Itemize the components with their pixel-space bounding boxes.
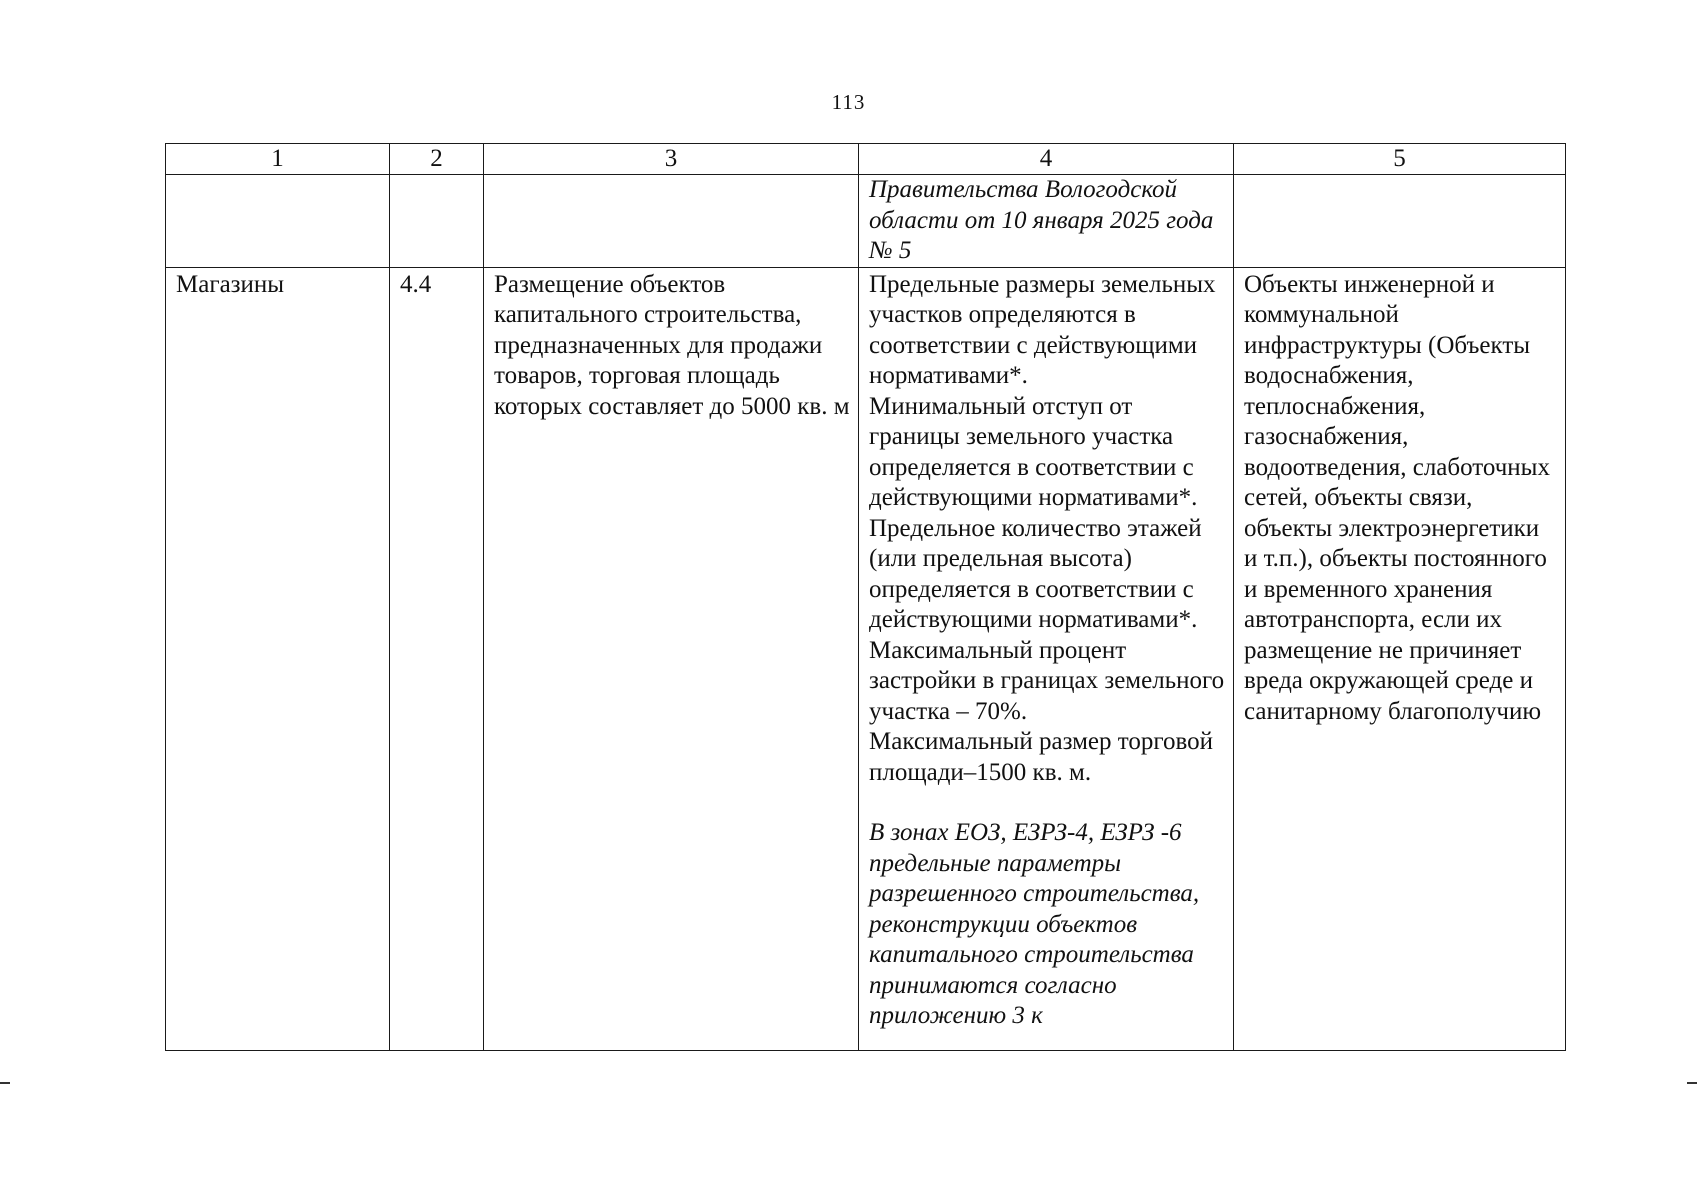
continuation-row xyxy=(166,175,1566,268)
parameter-line: Предельные размеры земельных участков определяются в соответствии с действующими нормативами*. xyxy=(869,270,1216,389)
header-cell-4: 4 xyxy=(859,144,1234,175)
header-row xyxy=(166,144,1566,175)
parameter-line: Максимальный процент застройки в границах земельного участка – 70%. xyxy=(869,636,1225,725)
right-edge-mark xyxy=(1687,1082,1697,1084)
continuation-cell-4: Правительства Вологодской области от 10 января 2025 года № 5 xyxy=(859,175,1234,268)
header-cell-3: 3 xyxy=(484,144,859,175)
continuation-cell-2 xyxy=(390,175,484,268)
continuation-cell-5 xyxy=(1234,175,1566,268)
table-row xyxy=(166,267,1566,1050)
auxiliary-uses-cell: Объекты инженерной и коммунальной инфраструктуры (Объекты водоснабжения, теплоснабжения, газоснабжения, водоотведения, слаботочных сетей, объекты связи, объекты электроэнергетики и т.п.), объекты постоянного и временного хранения автотранспорта, если их размещение не причиняет вреда окружающей среде и санитарному благополучию xyxy=(1234,267,1566,1050)
header-cell-2: 2 xyxy=(390,144,484,175)
zoning-table xyxy=(165,143,1566,1051)
parameter-line: Минимальный отступ от границы земельного участка определяется в соответствии с действующими нормативами*. xyxy=(869,392,1198,511)
paragraph-gap xyxy=(869,788,1225,818)
parameters-note: В зонах ЕОЗ, ЕЗРЗ-4, ЕЗРЗ -6 предельные параметры разрешенного строительства, реконструкции объектов капитального строительства принимаются согласно приложению 3 к xyxy=(869,819,1200,1029)
header-cell-5: 5 xyxy=(1234,144,1566,175)
continuation-cell-3 xyxy=(484,175,859,268)
header-cell-1: 1 xyxy=(166,144,390,175)
left-edge-mark xyxy=(0,1082,10,1084)
page-number: 113 xyxy=(831,90,866,114)
parameters-cell xyxy=(859,267,1234,1050)
parameter-line: Предельное количество этажей (или предельная высота) определяется в соответствии с действующими нормативами*. xyxy=(869,514,1202,633)
use-name-cell: Магазины xyxy=(166,267,390,1050)
parameter-line: Максимальный размер торговой площади–1500 кв. м. xyxy=(869,728,1213,786)
use-code-cell: 4.4 xyxy=(390,267,484,1050)
use-description-cell: Размещение объектов капитального строительства, предназначенных для продажи товаров, торговая площадь которых составляет до 5000 кв. м xyxy=(484,267,859,1050)
continuation-cell-1 xyxy=(166,175,390,268)
